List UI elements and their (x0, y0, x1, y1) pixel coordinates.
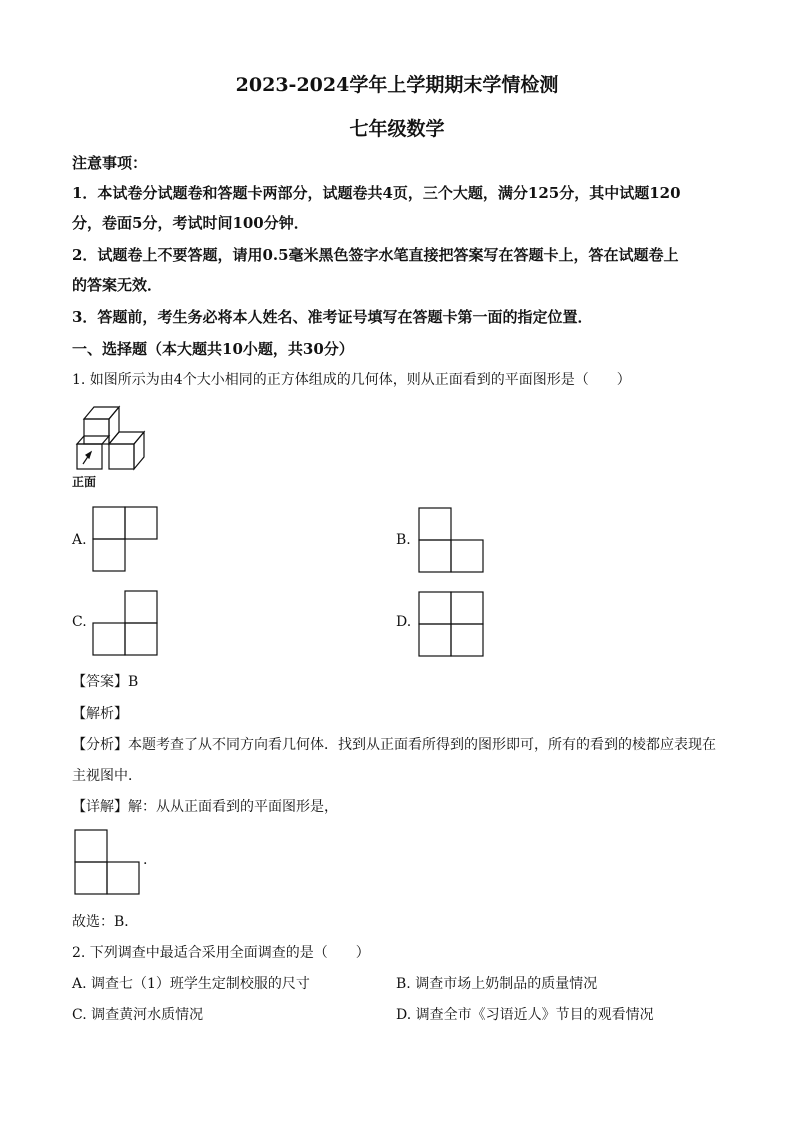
q2-option-d[interactable]: D. 调查全市《习语近人》节目的观看情况 (396, 1007, 654, 1023)
detail-text: 【详解】解：从从正面看到的平面图形是， (72, 799, 338, 815)
option-c-figure[interactable] (92, 590, 160, 658)
fenxi-line-2: 主视图中． (72, 768, 142, 784)
option-c-label: C. (72, 614, 87, 630)
notice-item-1-line-2: 分，卷面5分，考试时间100分钟． (72, 214, 309, 232)
option-b-label: B. (396, 532, 411, 548)
option-a-figure[interactable] (92, 506, 160, 574)
question-2-stem: 2. 下列调查中最适合采用全面调查的是（ ） (72, 945, 370, 961)
q2-option-b[interactable]: B. 调查市场上奶制品的质量情况 (396, 976, 598, 992)
fenxi-line-1: 【分析】本题考查了从不同方向看几何体．找到从正面看所得到的图形即可，所有的看到的棱都应表现在 (72, 737, 716, 753)
exam-subtitle: 七年级数学 (349, 118, 445, 140)
analysis-heading: 【解析】 (72, 706, 128, 722)
notice-item-1-line-1: 1．本试卷分试题卷和答题卡两部分，试题卷共4页，三个大题，满分125分，其中试题120 (72, 184, 681, 202)
q2-option-c[interactable]: C. 调查黄河水质情况 (72, 1007, 204, 1023)
notice-item-3: 3．答题前，考生务必将本人姓名、准考证号填写在答题卡第一面的指定位置． (72, 308, 593, 326)
notice-item-2-line-1: 2．试题卷上不要答题，请用0.5毫米黑色签字水笔直接把答案写在答题卡上，答在试题卷上 (72, 246, 679, 264)
exam-title: 2023-2024学年上学期期末学情检测 (235, 74, 559, 96)
notice-heading: 注意事项： (72, 154, 148, 172)
answer-figure (74, 829, 142, 897)
answer-text: 【答案】B (72, 674, 139, 690)
option-a-label: A. (72, 532, 87, 548)
option-d-label: D. (396, 614, 412, 630)
notice-item-2-line-2: 的答案无效． (72, 276, 163, 294)
answer-figure-period: . (143, 852, 148, 868)
option-d-figure[interactable] (418, 591, 486, 659)
front-view-label: 正面 (72, 475, 97, 489)
conclusion-text: 故选：B． (72, 914, 139, 930)
question-1-stem: 1. 如图所示为由4个大小相同的正方体组成的几何体，则从正面看到的平面图形是（ ） (72, 372, 631, 388)
section-heading: 一、选择题（本大题共10小题，共30分） (72, 340, 354, 358)
q2-option-a[interactable]: A. 调查七（1）班学生定制校服的尺寸 (72, 976, 310, 992)
option-b-figure[interactable] (418, 507, 486, 575)
